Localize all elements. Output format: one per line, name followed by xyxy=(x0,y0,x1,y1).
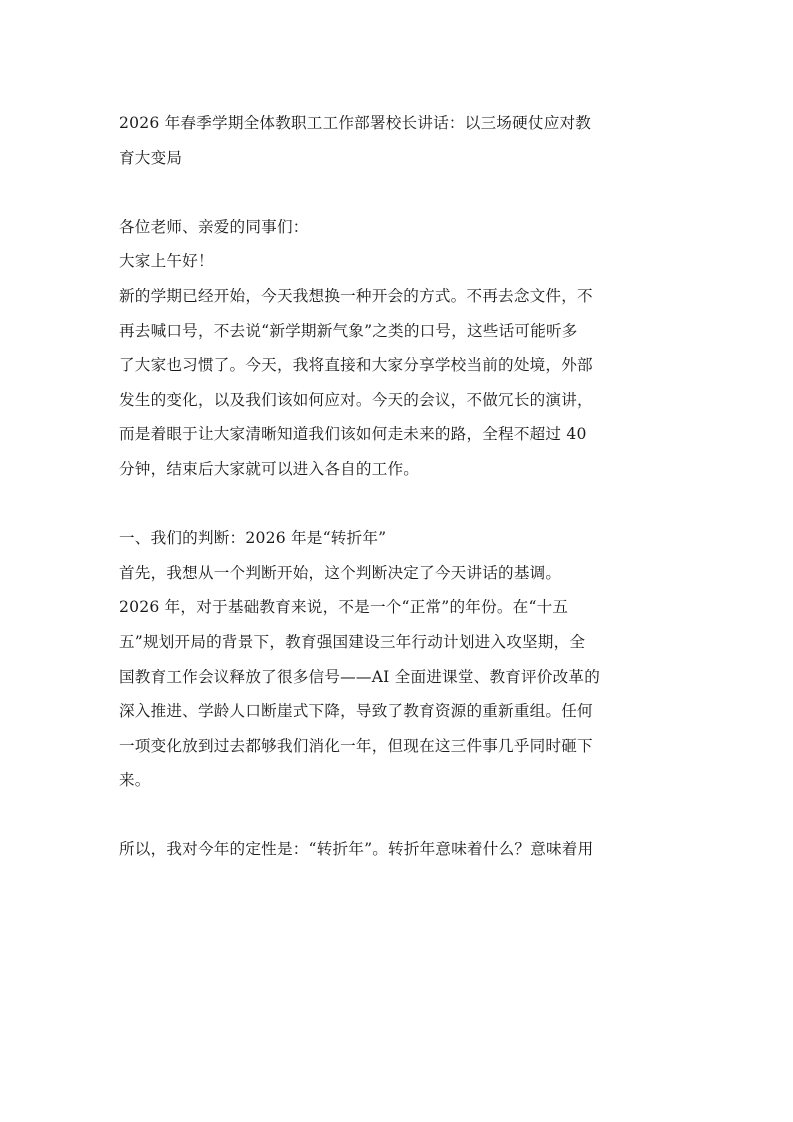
intro-line: 再去喊口号，不去说“新学期新气象”之类的口号，这些话可能听多 xyxy=(119,321,578,340)
body-line: 2026 年，对于基础教育来说，不是一个“正常”的年份。在“十五 xyxy=(119,598,569,617)
body-line: 国教育工作会议释放了很多信号——AI 全面进课堂、教育评价改革的 xyxy=(119,667,600,686)
blank-line xyxy=(119,175,679,210)
document-title-line-1: 2026 年春季学期全体教职工工作部署校长讲话：以三场硬仗应对教 xyxy=(119,114,592,132)
intro-line: 发生的变化，以及我们该如何应对。今天的会议，不做冗长的演讲， xyxy=(119,390,593,409)
body-line: 首先，我想从一个判断开始，这个判断决定了今天讲话的基调。 xyxy=(119,563,562,582)
intro-line: 了大家也习惯了。今天，我将直接和大家分享学校当前的处境，外部 xyxy=(119,356,593,375)
document-title-line-2: 育大变局 xyxy=(119,148,183,167)
greeting: 各位老师、亲爱的同事们： xyxy=(119,217,309,236)
intro-line: 分钟，结束后大家就可以进入各自的工作。 xyxy=(119,459,420,478)
body-line: 五”规划开局的背景下，教育强国建设三年行动计划进入攻坚期，全 xyxy=(119,632,586,651)
body-line: 来。 xyxy=(119,771,151,790)
body-line: 所以，我对今年的定性是：“转折年”。转折年意味着什么？意味着用 xyxy=(119,840,594,859)
body-line: 一项变化放到过去都够我们消化一年，但现在这三件事几乎同时砸下 xyxy=(119,736,593,755)
salutation: 大家上午好！ xyxy=(119,252,214,271)
document-page xyxy=(119,106,679,867)
intro-line: 新的学期已经开始，今天我想换一种开会的方式。不再去念文件，不 xyxy=(119,286,593,305)
body-line: 深入推进、学龄人口断崖式下降，导致了教育资源的重新重组。任何 xyxy=(119,702,593,721)
section-heading: 一、我们的判断：2026 年是“转折年” xyxy=(119,529,387,548)
intro-line: 而是着眼于让大家清晰知道我们该如何走未来的路，全程不超过 40 xyxy=(119,425,587,444)
blank-line xyxy=(119,798,679,833)
blank-line xyxy=(119,487,679,522)
